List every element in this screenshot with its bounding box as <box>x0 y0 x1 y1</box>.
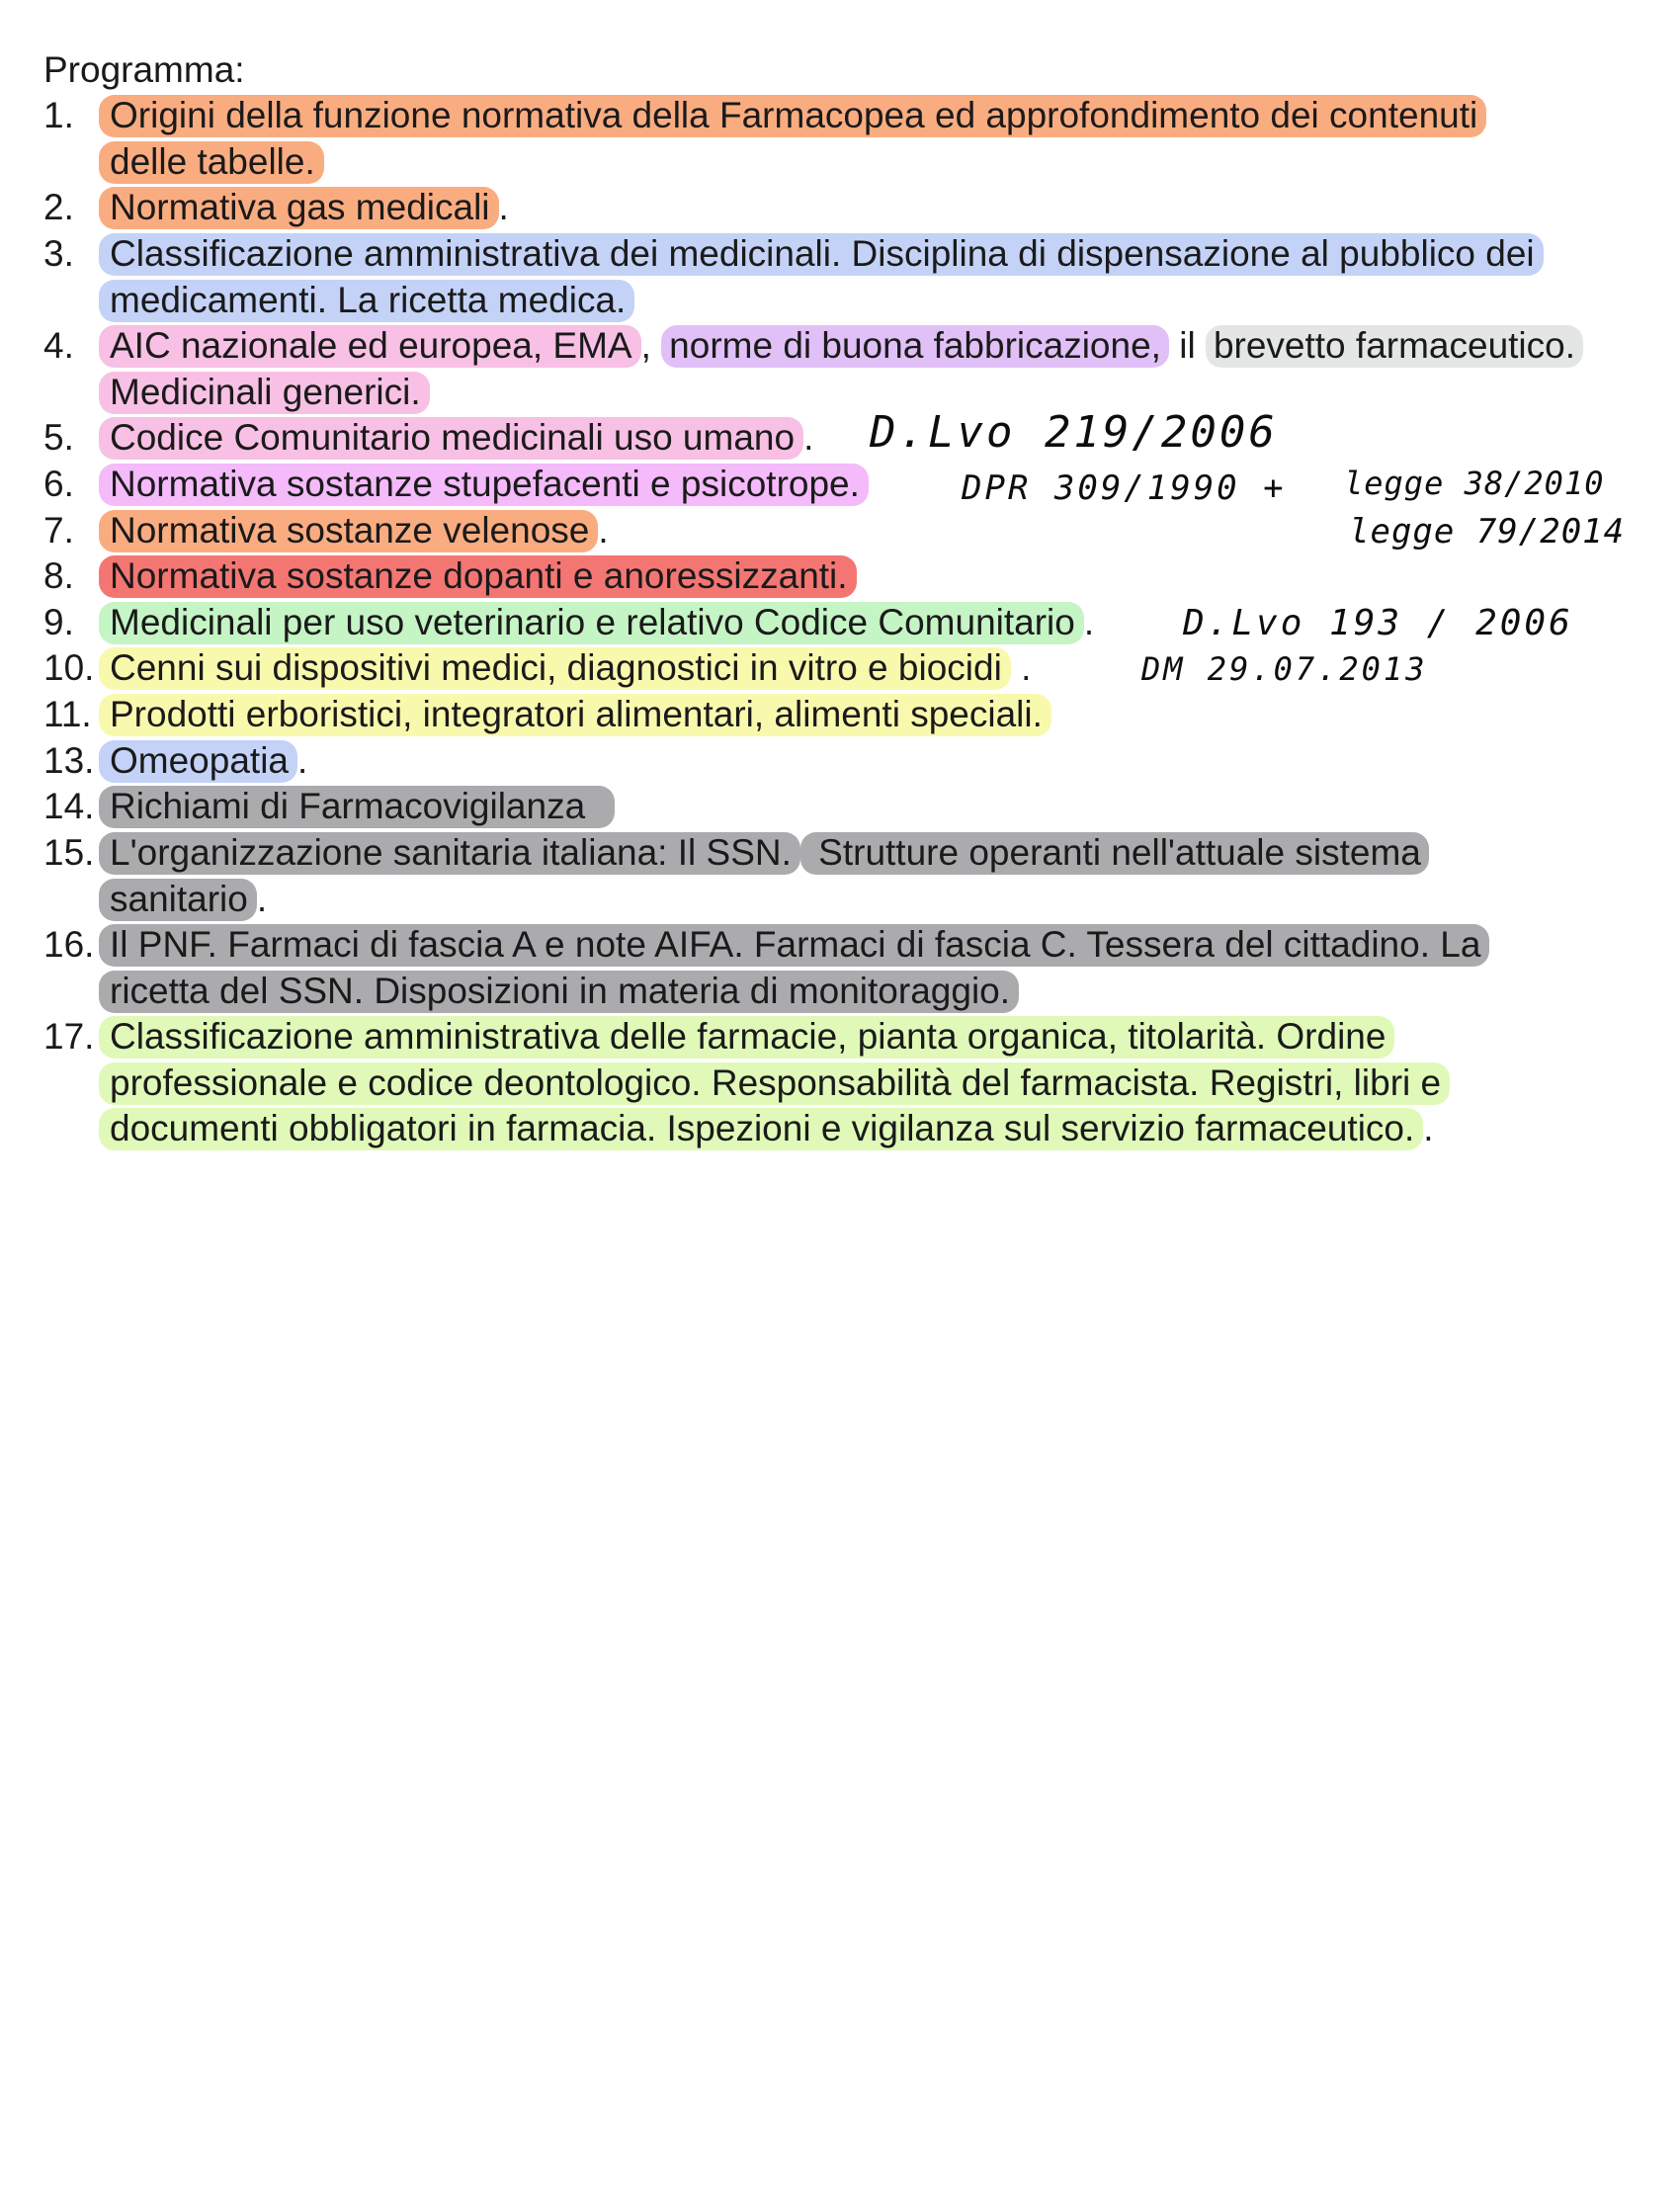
item-number: 3. <box>43 233 74 274</box>
item-text: Normativa gas medicali <box>99 187 499 229</box>
item-number: 16. <box>43 924 95 965</box>
item-text: ricetta del SSN. Disposizioni in materia di monitoraggio. <box>99 971 1019 1013</box>
handwritten-note-9: D.Lvo 193 / 2006 <box>1183 603 1573 643</box>
item-number: 5. <box>43 417 74 458</box>
handwritten-note-6-law: legge 38/2010 <box>1344 465 1605 502</box>
item-text: Strutture operanti nell'attuale sistema <box>800 832 1429 875</box>
item-number: 4. <box>43 325 74 366</box>
item-text: . <box>297 740 308 781</box>
item-text: . <box>256 878 268 919</box>
item-text: . <box>803 417 814 458</box>
item-text: delle tabelle. <box>99 141 324 184</box>
item-text: sanitario <box>99 879 257 921</box>
handwritten-note-10: DM 29.07.2013 <box>1141 650 1428 688</box>
item-text: Classificazione amministrativa dei medicinali. Disciplina di dispensazione al pubblico dei <box>99 233 1544 276</box>
item-text: Origini della funzione normativa della Farmacopea ed approfondimento dei contenuti <box>99 95 1486 137</box>
item-text: professionale e codice deontologico. Responsabilità del farmacista. Registri, libri e <box>99 1062 1450 1105</box>
item-text: Medicinali per uso veterinario e relativo Codice Comunitario <box>99 602 1084 644</box>
item-number: 8. <box>43 555 74 596</box>
item-text: L'organizzazione sanitaria italiana: Il SSN. <box>99 832 800 875</box>
item-text: . <box>498 187 509 227</box>
item-number: 11. <box>43 694 92 734</box>
item-text: Normativa sostanze stupefacenti e psicotrope. <box>99 464 869 506</box>
item-text: Normativa sostanze dopanti e anoressizzanti. <box>99 555 857 598</box>
item-text: Prodotti erboristici, integratori alimentari, alimenti speciali. <box>99 694 1051 736</box>
item-text: . <box>1083 602 1095 642</box>
handwritten-note-7: legge 79/2014 <box>1349 512 1626 551</box>
item-text: Classificazione amministrativa delle farmacie, pianta organica, titolarità. Ordine <box>99 1016 1394 1059</box>
item-text: Codice Comunitario medicinali uso umano <box>99 417 803 460</box>
item-text: norme di buona fabbricazione, <box>661 325 1169 368</box>
item-text: AIC nazionale ed europea, EMA <box>99 325 641 368</box>
program-heading: Programma: <box>43 49 245 90</box>
item-text: Normativa sostanze velenose <box>99 510 598 552</box>
item-number: 13. <box>43 740 95 781</box>
item-number: 15. <box>43 832 95 873</box>
item-number: 14. <box>43 786 95 826</box>
item-text: Omeopatia <box>99 740 297 783</box>
item-text: Cenni sui dispositivi medici, diagnostici in vitro e biocidi <box>99 647 1011 690</box>
item-text: documenti obbligatori in farmacia. Ispezioni e vigilanza sul servizio farmaceutico. <box>99 1108 1423 1150</box>
item-number: 17. <box>43 1016 95 1057</box>
item-number: 10. <box>43 647 95 688</box>
item-text: il <box>1168 325 1206 366</box>
item-text: . <box>598 510 609 551</box>
item-number: 6. <box>43 464 74 504</box>
item-text: brevetto farmaceutico. <box>1206 325 1583 368</box>
item-text: . <box>1423 1108 1434 1148</box>
item-text: Medicinali generici. <box>99 372 430 414</box>
item-number: 7. <box>43 510 74 551</box>
item-text: medicamenti. La ricetta medica. <box>99 280 634 322</box>
handwritten-note-6: DPR 309/1990 + <box>962 468 1287 508</box>
handwritten-note-5: D.Lvo 219/2006 <box>870 407 1278 458</box>
item-number: 1. <box>43 95 74 135</box>
item-number: 2. <box>43 187 74 227</box>
item-text: Richiami di Farmacovigilanza <box>99 786 615 828</box>
item-number: 9. <box>43 602 74 642</box>
item-text: , <box>640 325 662 366</box>
item-text: Il PNF. Farmaci di fascia A e note AIFA. Farmaci di fascia C. Tessera del cittadino. La <box>99 924 1489 967</box>
item-text: . <box>1010 647 1032 688</box>
